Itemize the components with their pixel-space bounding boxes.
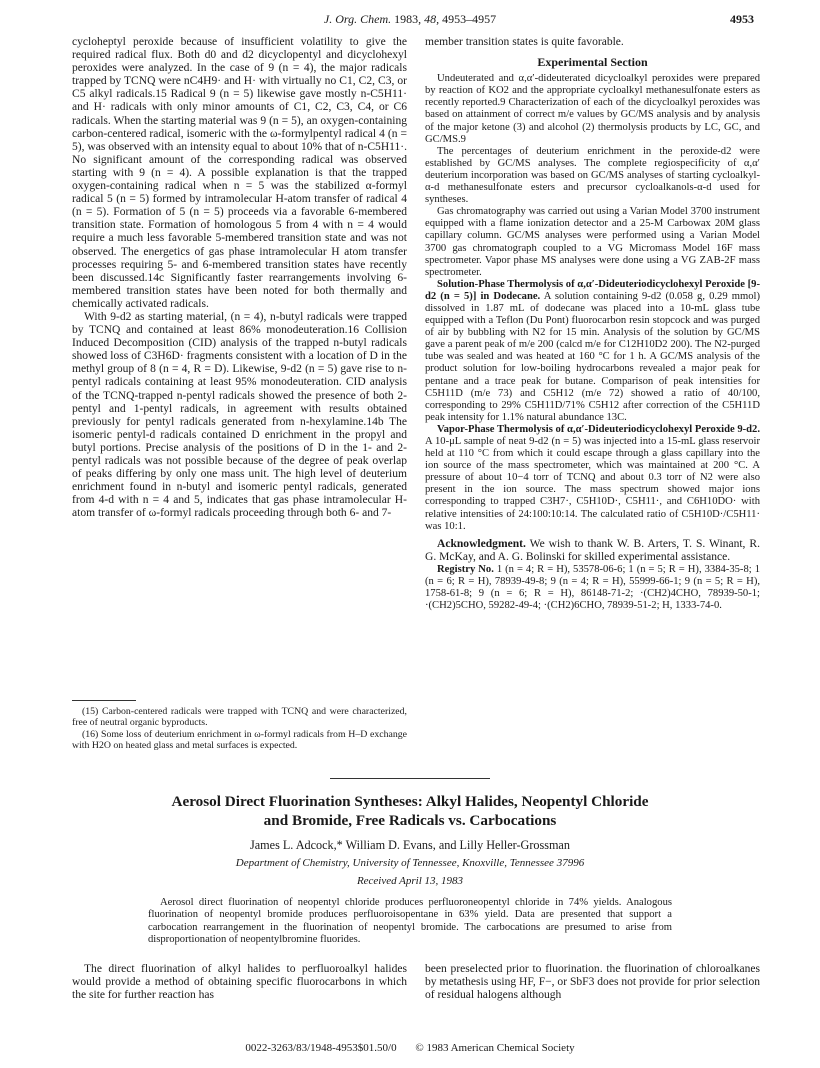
registry-text: 1 (n = 4; R = H), 53578-06-6; 1 (n = 5; R = H), 3384-35-8; 1 (n = 6; R = H), 78939-49-8; 9 (n = 4; R = H), 55999-66-1; 9 (n = 5; R = H), 1758-61-8; 9 (n = 6; R = H), 86148-71-2; ·(CH2)4CHO, 78939-50-1; ·(CH2)5CHO, 59282-49-4; ·(CH2)6CHO, 78939-51-2; H, 1333-74-0. (425, 563, 760, 612)
journal-volume: 48, (424, 12, 440, 26)
article-abstract: Aerosol direct fluorination of neopentyl chloride produces perfluoroneopentyl chloride in 74% yields. Analogous fluorination of neopentyl bromide produces perfluoroisopentane in 63% yield. Data are presented that support a carbocation rearrangement in the fluorination of neopentyl bromide. The carbocations are presumed to arise from disproportionation of neopentylbromine fluorides. (148, 897, 672, 945)
registry-paragraph (425, 564, 760, 612)
page-number: 4953 (730, 12, 754, 26)
body-paragraph: With 9-d2 as starting material, (n = 4), n-butyl radicals were trapped by TCNQ and contained at least 86% monodeuteration.16 Collision Induced Decomposition (CID) analysis of the trapped n-butyl radicals showed loss of C3H6D· fragments consistent with a location of D in the methyl group of 8 (n = 4, R = D). Likewise, 9-d2 (n = 5) gave rise to n-pentyl radicals containing at least 95% monodeuteration. CID analysis of the TCNQ-trapped n-pentyl radicals showed the presence of both 2-pentyl and 1-pentyl radicals, in agreement with results obtained previously for pentyl radicals generated from n-hexylamine.14b The isomeric pentyl-d radicals contained D enrichment in the propyl and butyl portions. Precise analysis of the positions of D in the 1- and 2-pentyl radicals was not possible because of the degree of peak overlap of peaks differing by only one mass unit. The high level of deuterium enrichment found in n-butyl and isomeric pentyl radicals, generated from 4-d with n = 4 and 5, indicates that gas phase intramolecular H-atom transfer of ω-formyl radicals proceeding through both 6- and 7- (72, 310, 407, 520)
title-line-2: and Bromide, Free Radicals vs. Carbocations (263, 812, 557, 829)
intro-right-column: been preselected prior to fluorination. the fluorination of chloroalkanes by metathesis using HF, F−, or SbF3 does not provide for prior selection of residual halogens although (425, 963, 760, 1002)
article-separator-rule (330, 778, 490, 779)
vapor-phase-heading: Vapor-Phase Thermolysis of α,α′-Dideuteriodicyclohexyl Peroxide 9-d2. (437, 423, 760, 435)
experimental-paragraph: Gas chromatography was carried out using a Varian Model 3700 instrument equipped with a flame ionization detector and a 25-M Carbowax 20M glass capillary column. GC/MS analyses were performed using a Varian Model 3700 gas chromatograph coupled to a VG Micromass Model 16F mass spectrometer. Vapor phase MS analyses were done using a VG ZAB-2F mass spectrometer. (425, 206, 760, 278)
acknowledgment-paragraph (425, 538, 760, 564)
title-line-1: Aerosol Direct Fluorination Syntheses: Alkyl Halides, Neopentyl Chloride (171, 793, 649, 810)
article-affiliation: Department of Chemistry, University of Tennessee, Knoxville, Tennessee 37996 (235, 857, 585, 869)
experimental-paragraph: Undeuterated and α,α′-dideuterated dicycloalkyl peroxides were prepared by reaction of KO2 and the appropriate cycloalkyl methanesulfonate esters as recently reported.9 Characterization of each of the dicycloalkyl peroxides was based on attainment of correct m/e values by GC/MS analysis and by analysis of the major ketone (3) and alcohol (2) thermolysis products by LC, GC, and GC/MS.9 (425, 73, 760, 145)
solution-phase-heading: Solution-Phase Thermolysis of α,α′-Dideuteriodicyclohexyl Peroxide [9-d2 (n = 5)] in Dodecane. (425, 278, 760, 302)
copyright-notice: © 1983 American Chemical Society (415, 1042, 575, 1054)
footnote-rule (72, 700, 136, 701)
running-head-citation (0, 12, 820, 27)
acknowledgment-heading: Acknowledgment. (437, 537, 526, 550)
article-authors: James L. Adcock,* William D. Evans, and Lilly Heller-Grossman (250, 838, 570, 852)
article-code: 0022-3263/83/1948-4953$01.50/0 (245, 1042, 397, 1054)
body-paragraph: cycloheptyl peroxide because of insufficient volatility to give the required radical flux. Both d0 and d2 dicyclopentyl and dicyclohexyl peroxides were analyzed. In the case of 9 (n = 4), the major radicals trapped by TCNQ were nC4H9· and H· with virtually no C1, C2, C3, or C5 alkyl radicals.15 Radical 9 (n = 5) likewise gave mostly n-C5H11· and H· radicals with only minor amounts of C1, C2, C3, C4, or C6 radicals. When the starting material was 9 (n = 5), an oxygen-containing carbon-centered radical, isomeric with the ω-formylpentyl radical 4 (n = 5), was observed with an intensity equal to about 10% that of n-C5H11·. No significant amount of the corresponding radical was observed starting with 9 (n = 4). A possible explanation is that the trapped oxygen-containing radical when n = 5 was the stabilized α-formyl radical 5 (n = 5) formed by intramolecular H-atom transfer of radical 4 (n = 5). Formation of 5 (n = 5) proceeds via a favorable 6-membered transition state. Formation of homologous 5 from 4 with n = 4 would require a much less favorable 5-membered transition state and was not observed. The energetics of gas phase intramolecular H atom transfer processes requiring 5- and 6-membered transition states have recently been discussed.14c Significantly faster rearrangements involving 6-membered transition states have been noted for both thermally and chemically activated radicals. (72, 36, 408, 310)
registry-heading: Registry No. (437, 563, 494, 575)
section-heading: Experimental Section (537, 55, 648, 70)
intro-left-column: The direct fluorination of alkyl halides to perfluoroalkyl halides would provide a method of obtaining specific fluorocarbons in which the site for further reaction has (72, 963, 407, 1002)
right-column (425, 36, 760, 612)
page-footer (0, 1042, 820, 1054)
journal-pages: 4953–4957 (442, 12, 497, 26)
vapor-phase-text: A 10-μL sample of neat 9-d2 (n = 5) was injected into a 15-mL glass reservoir held at 110 °C from which it could escape through a glass capillary into the ion source of the mass spectrometer, which was maintained at 200 °C. A pressure of about 10−4 torr of TCNQ and about 0.3 torr of N2 were also present in the ion source. The mass spectrum showed major ions corresponding to trapped C3H7·, C5H10D·, C5H11·, and C6H10DO· with relative intensities of 24:100:10:14. The calculated ratio of C5H10D·/C5H11· was 10:1. (425, 436, 760, 532)
footnote-16: (16) Some loss of deuterium enrichment in ω-formyl radicals from H–D exchange with H2O on heated glass and metal surfaces is expected. (72, 728, 407, 751)
journal-year: 1983, (394, 12, 422, 26)
solution-phase-paragraph (425, 279, 760, 424)
experimental-paragraph: The percentages of deuterium enrichment in the peroxide-d2 were established by GC/MS analyses. The complete regiospecificity of α,α′ deuterium incorporation was based on GC/MS analyses of starting cycloalkyl-α-d methanesulfonate esters and precursor cycloalkanols-α-d used for syntheses. (425, 145, 760, 206)
article-title (80, 792, 740, 830)
vapor-phase-paragraph (425, 424, 760, 533)
received-date: Received April 13, 1983 (356, 875, 464, 887)
left-column (72, 36, 407, 520)
acknowledgment-text: We wish to thank W. B. Arters, T. S. Winant, R. G. McKay, and A. G. Bolinski for skilled experimental assistance. (425, 537, 760, 563)
continuation-text: member transition states is quite favorable. (425, 36, 624, 48)
solution-phase-text: A solution containing 9-d2 (0.058 g, 0.29 mmol) dissolved in 1.87 mL of dodecane was placed into a 10-mL glass tube equipped with a Teflon (Du Pont) fluorocarbon resin stopcock and was purged of air by bubbling with N2 for 15 min. Analysis of the solution by GC/MS gave a parent peak of m/e 200 (calcd m/e for C12H10D2 200). The N2-purged tube was sealed and was heated at 160 °C for 1 h. A GC/MS analysis of the product solution for low-boiling hydrocarbons revealed a major peak for pentane and a trace peak for butane. Comparison of peak intensities for C5H11D (m/e 73) and C5H12 (m/e 72) showed a ratio of 40/100, corresponding to 29% C5H11D/71% C5H12 after correction of the C5H11D peak intensity for 1.1% natural abundance 13C. (425, 290, 760, 423)
running-head (0, 12, 820, 30)
journal-name: J. Org. Chem. (323, 12, 392, 26)
footnote-15: (15) Carbon-centered radicals were trapped with TCNQ and were characterized, free of neutral organic byproducts. (72, 706, 407, 729)
footnotes (72, 706, 407, 751)
